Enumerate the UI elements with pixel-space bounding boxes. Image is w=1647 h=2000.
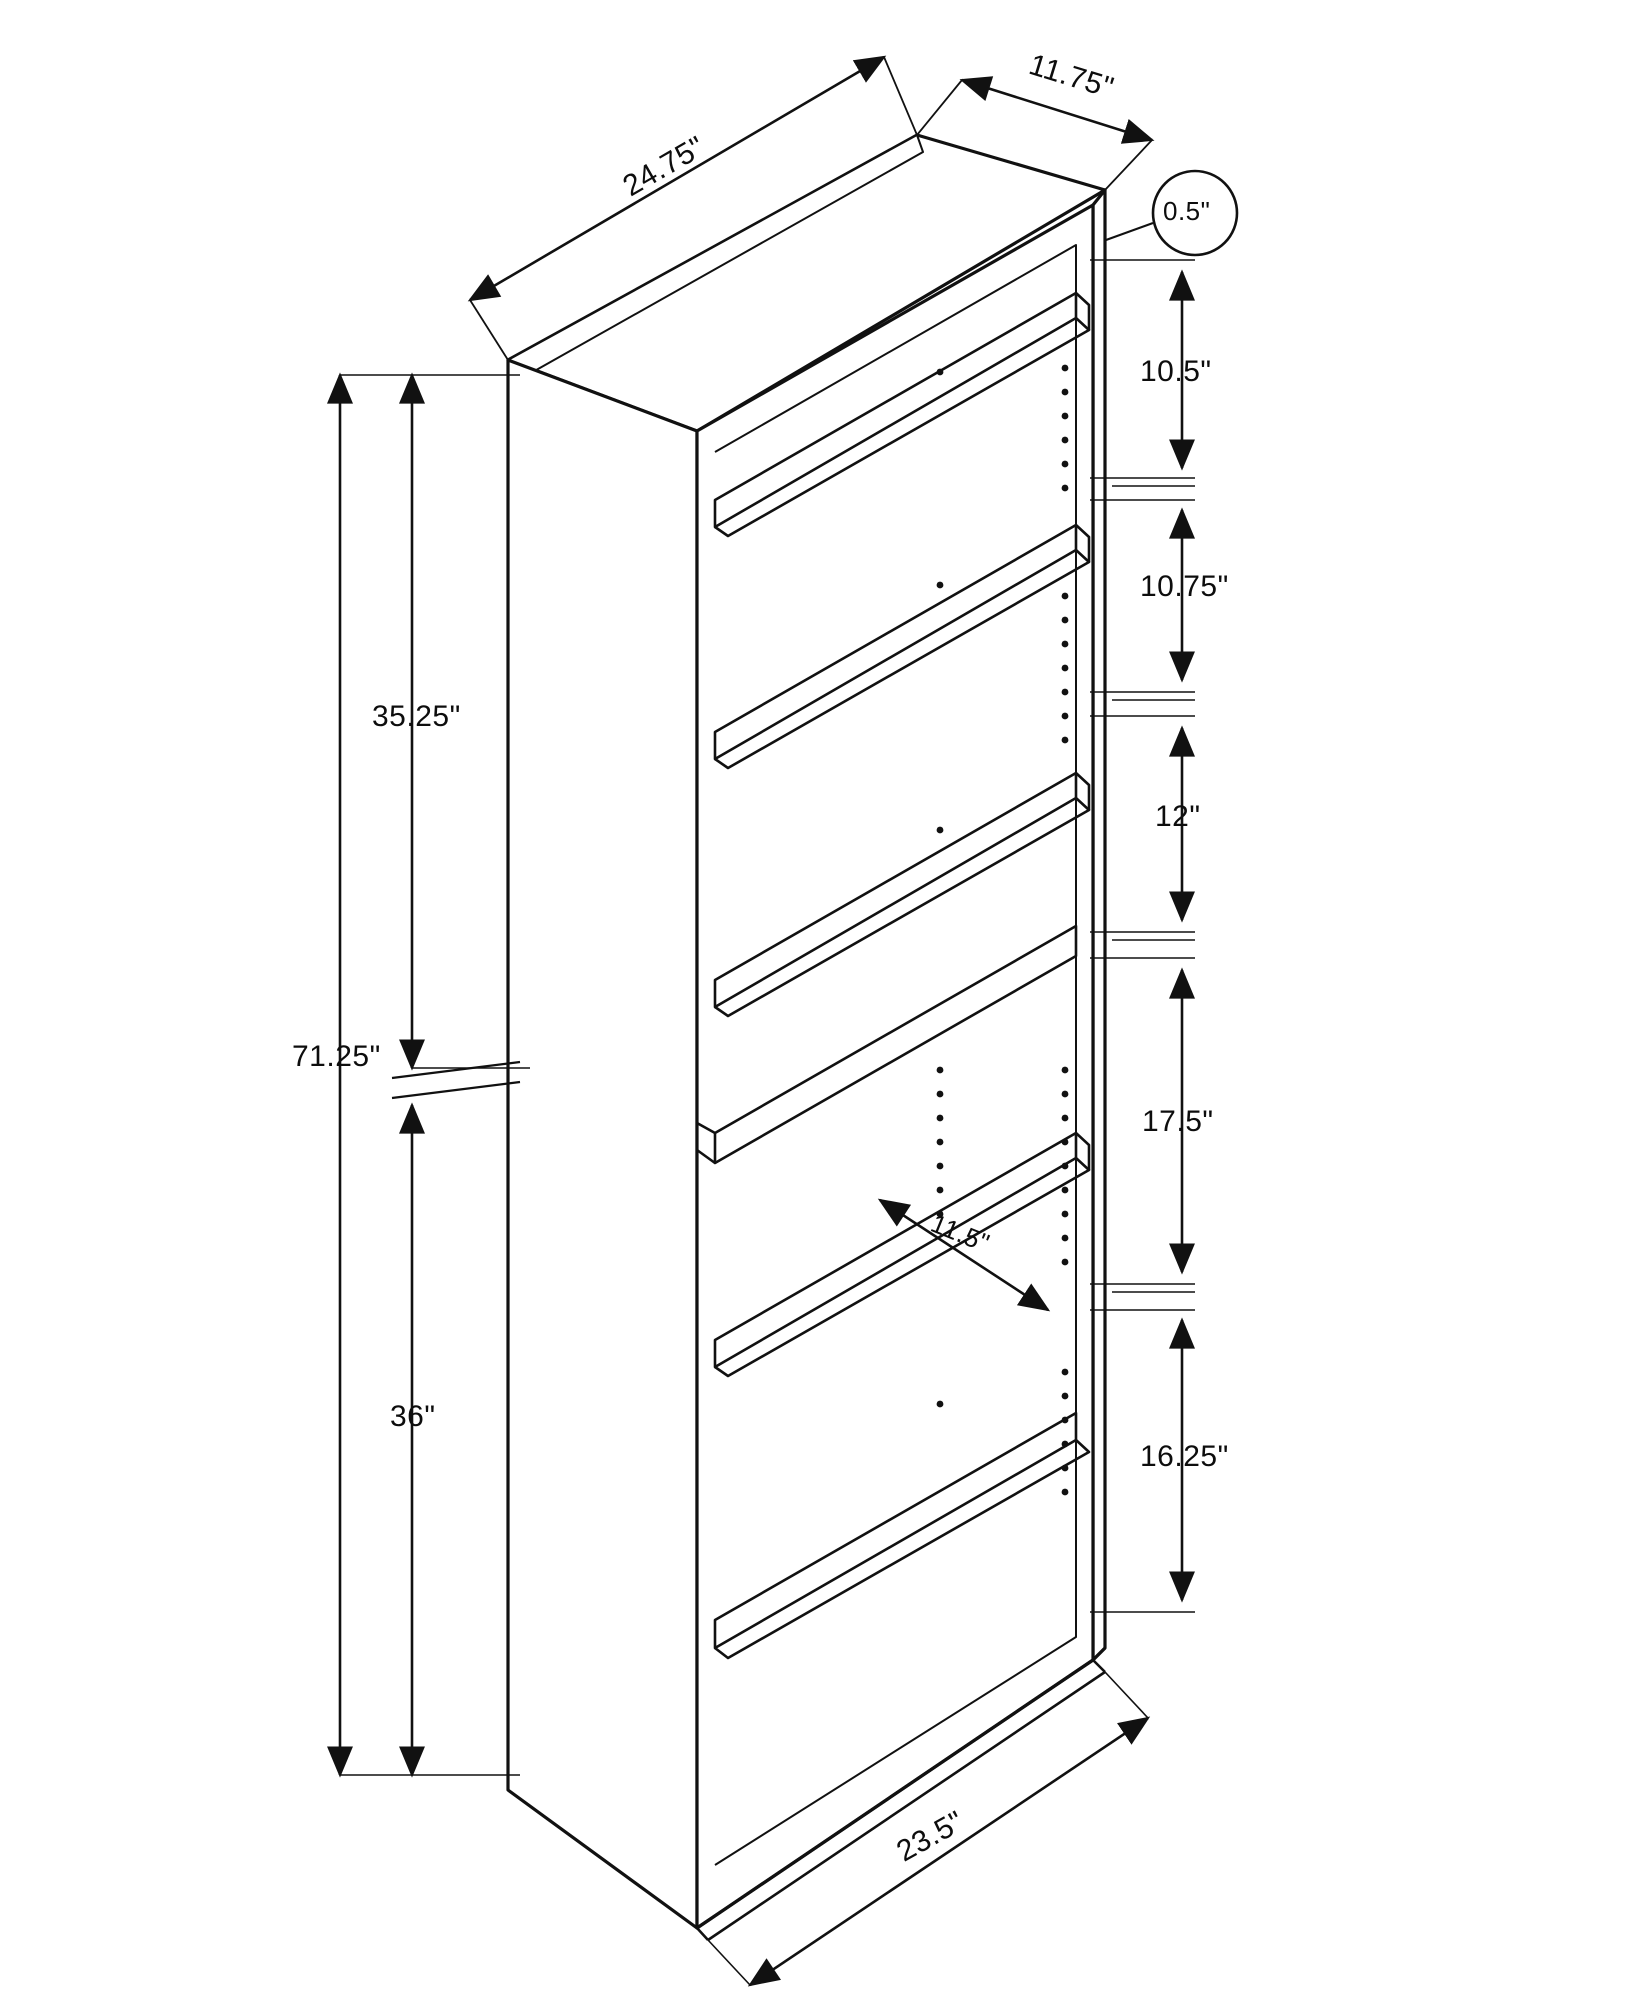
dimension-lower-section-height: 36" — [390, 1400, 436, 1433]
dimension-shelf-opening-1: 10.5" — [1140, 355, 1212, 388]
dimension-base-width: 23.5" — [891, 1804, 970, 1869]
dimension-panel-thickness: 0.5" — [1163, 196, 1211, 226]
dimension-shelf-opening-4: 17.5" — [1142, 1105, 1214, 1138]
dimension-shelf-depth: 11.5" — [926, 1207, 995, 1259]
dimension-shelf-opening-3: 12" — [1155, 800, 1201, 833]
bookcase-body — [508, 135, 1105, 1940]
dimension-shelf-opening-5: 16.25" — [1140, 1440, 1229, 1473]
dimension-upper-section-height: 35.25" — [372, 700, 461, 733]
dimension-overall-height: 71.25" — [292, 1040, 381, 1073]
dimension-shelf-opening-2: 10.75" — [1140, 570, 1229, 603]
dimension-overall-depth-top: 11.75" — [1025, 48, 1118, 105]
dimension-overall-width-top: 24.75" — [617, 130, 711, 204]
